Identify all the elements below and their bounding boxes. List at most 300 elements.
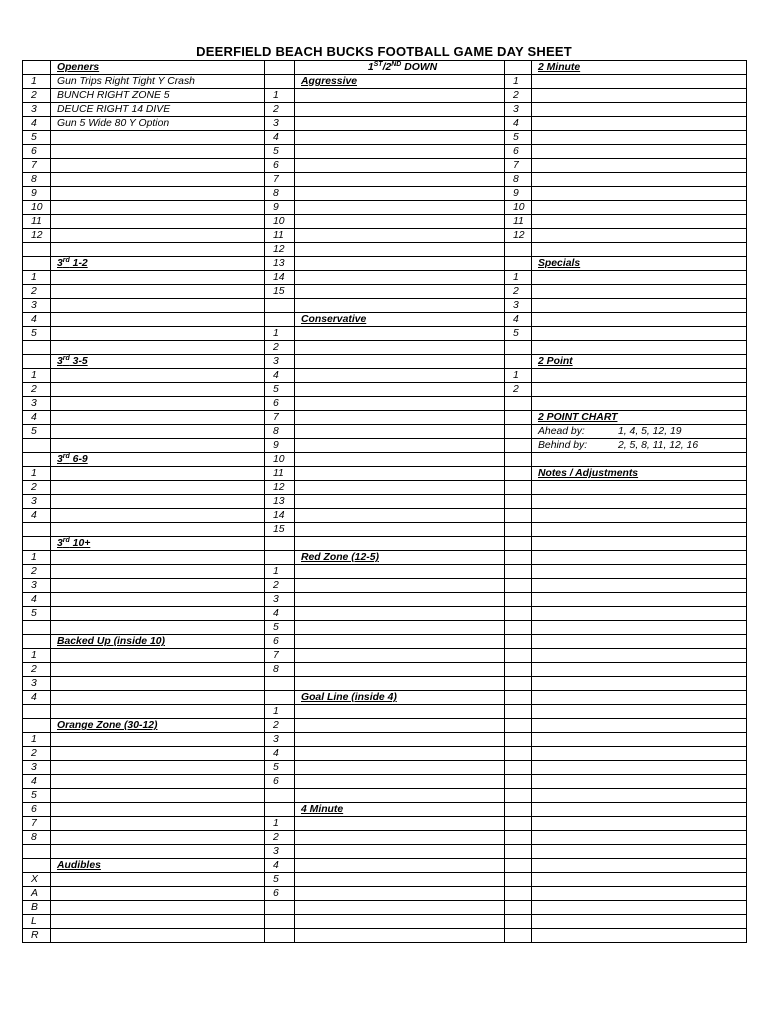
play-entry-cell[interactable] (295, 677, 505, 691)
play-entry-cell[interactable] (295, 775, 505, 789)
play-entry-cell[interactable] (532, 579, 747, 593)
play-entry-cell[interactable] (51, 229, 265, 243)
row-number-cell[interactable]: 3 (505, 299, 532, 313)
play-entry-cell[interactable] (51, 495, 265, 509)
play-entry-cell[interactable] (295, 523, 505, 537)
play-entry-cell[interactable] (295, 537, 505, 551)
row-number-cell[interactable]: 7 (505, 159, 532, 173)
row-number-cell[interactable] (265, 929, 295, 943)
play-entry-cell[interactable] (295, 761, 505, 775)
play-entry-cell[interactable] (295, 89, 505, 103)
row-number-cell[interactable]: 2 (265, 831, 295, 845)
row-number-cell[interactable] (505, 607, 532, 621)
row-number-cell[interactable]: 1 (505, 369, 532, 383)
row-number-cell[interactable]: 15 (265, 523, 295, 537)
row-number-cell[interactable] (23, 845, 51, 859)
row-number-cell[interactable] (265, 915, 295, 929)
play-entry-cell[interactable] (51, 327, 265, 341)
play-entry-cell[interactable] (51, 761, 265, 775)
row-number-cell[interactable] (505, 691, 532, 705)
row-number-cell[interactable]: 9 (505, 187, 532, 201)
row-number-cell[interactable] (505, 257, 532, 271)
row-number-cell[interactable]: 3 (23, 579, 51, 593)
play-entry-cell[interactable] (51, 201, 265, 215)
play-entry-cell[interactable] (295, 901, 505, 915)
play-entry-cell[interactable] (532, 159, 747, 173)
play-entry-cell[interactable] (532, 691, 747, 705)
play-entry-cell[interactable] (51, 187, 265, 201)
play-entry-cell[interactable] (532, 775, 747, 789)
play-entry-cell[interactable] (51, 481, 265, 495)
play-entry-cell[interactable] (532, 845, 747, 859)
row-number-cell[interactable]: 5 (23, 789, 51, 803)
play-entry-cell[interactable] (532, 789, 747, 803)
play-entry-cell[interactable] (532, 593, 747, 607)
play-entry-cell[interactable] (532, 859, 747, 873)
row-number-cell[interactable] (505, 733, 532, 747)
row-number-cell[interactable] (505, 761, 532, 775)
row-number-cell[interactable]: 1 (23, 271, 51, 285)
play-entry-cell[interactable] (295, 509, 505, 523)
play-entry-cell[interactable] (51, 285, 265, 299)
play-entry-cell[interactable] (532, 761, 747, 775)
row-number-cell[interactable]: 1 (23, 733, 51, 747)
row-number-cell[interactable]: 1 (505, 271, 532, 285)
row-number-cell[interactable] (265, 299, 295, 313)
play-entry-cell[interactable] (295, 103, 505, 117)
play-entry-cell[interactable] (532, 747, 747, 761)
row-number-cell[interactable]: 8 (265, 187, 295, 201)
row-number-cell[interactable] (23, 355, 51, 369)
section-heading-cell[interactable]: Specials (532, 257, 747, 271)
row-number-cell[interactable]: 1 (23, 75, 51, 89)
row-number-cell[interactable] (505, 495, 532, 509)
play-entry-cell[interactable] (532, 509, 747, 523)
row-number-cell[interactable]: 10 (265, 215, 295, 229)
play-entry-cell[interactable] (295, 831, 505, 845)
row-number-cell[interactable]: 5 (265, 383, 295, 397)
row-number-cell[interactable] (505, 803, 532, 817)
play-entry-cell[interactable] (295, 789, 505, 803)
play-entry-cell[interactable] (295, 159, 505, 173)
section-heading-cell[interactable]: Backed Up (inside 10) (51, 635, 265, 649)
play-entry-cell[interactable] (532, 201, 747, 215)
row-number-cell[interactable]: 3 (265, 845, 295, 859)
row-number-cell[interactable] (23, 439, 51, 453)
play-entry-cell[interactable] (295, 817, 505, 831)
play-entry-cell[interactable] (51, 397, 265, 411)
row-number-cell[interactable]: A (23, 887, 51, 901)
row-number-cell[interactable] (505, 677, 532, 691)
row-number-cell[interactable]: 2 (23, 747, 51, 761)
row-number-cell[interactable]: 3 (265, 117, 295, 131)
row-number-cell[interactable]: 12 (505, 229, 532, 243)
play-entry-cell[interactable] (51, 243, 265, 257)
row-number-cell[interactable] (505, 453, 532, 467)
row-number-cell[interactable]: 5 (505, 131, 532, 145)
row-number-cell[interactable] (505, 467, 532, 481)
row-number-cell[interactable]: 1 (23, 649, 51, 663)
row-number-cell[interactable] (505, 621, 532, 635)
play-entry-cell[interactable] (295, 929, 505, 943)
play-entry-cell[interactable] (51, 509, 265, 523)
play-entry-cell[interactable] (532, 243, 747, 257)
row-number-cell[interactable]: 5 (23, 131, 51, 145)
row-number-cell[interactable]: 13 (265, 257, 295, 271)
play-entry-cell[interactable] (295, 635, 505, 649)
row-number-cell[interactable] (505, 705, 532, 719)
row-number-cell[interactable]: 3 (265, 733, 295, 747)
play-entry-cell[interactable] (295, 719, 505, 733)
play-entry-cell[interactable] (51, 677, 265, 691)
play-entry-cell[interactable] (295, 285, 505, 299)
play-entry-cell[interactable] (532, 229, 747, 243)
row-number-cell[interactable]: 6 (265, 775, 295, 789)
row-number-cell[interactable]: 2 (23, 663, 51, 677)
row-number-cell[interactable] (505, 775, 532, 789)
play-entry-cell[interactable] (51, 131, 265, 145)
row-number-cell[interactable]: 8 (23, 831, 51, 845)
row-number-cell[interactable]: 2 (505, 285, 532, 299)
row-number-cell[interactable] (23, 719, 51, 733)
row-number-cell[interactable]: 8 (265, 663, 295, 677)
row-number-cell[interactable]: 4 (265, 607, 295, 621)
row-number-cell[interactable]: 5 (23, 607, 51, 621)
row-number-cell[interactable]: 12 (265, 243, 295, 257)
row-number-cell[interactable]: 6 (265, 635, 295, 649)
play-entry-cell[interactable] (51, 551, 265, 565)
play-entry-cell[interactable] (51, 789, 265, 803)
play-entry-cell[interactable] (295, 383, 505, 397)
row-number-cell[interactable]: 4 (265, 859, 295, 873)
row-number-cell[interactable] (505, 341, 532, 355)
row-number-cell[interactable]: 13 (265, 495, 295, 509)
row-number-cell[interactable]: 11 (23, 215, 51, 229)
play-entry-cell[interactable] (532, 831, 747, 845)
row-number-cell[interactable] (505, 901, 532, 915)
play-entry-cell[interactable] (532, 677, 747, 691)
row-number-cell[interactable]: 4 (23, 117, 51, 131)
row-number-cell[interactable] (505, 481, 532, 495)
play-entry-cell[interactable] (295, 747, 505, 761)
play-entry-cell[interactable] (51, 817, 265, 831)
row-number-cell[interactable]: 3 (23, 103, 51, 117)
row-number-cell[interactable]: 6 (23, 803, 51, 817)
play-entry-cell[interactable] (295, 215, 505, 229)
row-number-cell[interactable]: 2 (23, 89, 51, 103)
section-heading-cell[interactable]: 2 Minute (532, 61, 747, 75)
play-entry-cell[interactable] (51, 523, 265, 537)
row-number-cell[interactable]: 4 (23, 509, 51, 523)
play-entry-cell[interactable] (532, 271, 747, 285)
row-number-cell[interactable]: 1 (23, 369, 51, 383)
row-number-cell[interactable] (505, 887, 532, 901)
play-entry-cell[interactable] (295, 845, 505, 859)
row-number-cell[interactable] (505, 831, 532, 845)
row-number-cell[interactable] (505, 859, 532, 873)
row-number-cell[interactable]: 2 (23, 481, 51, 495)
row-number-cell[interactable] (265, 677, 295, 691)
play-entry-cell[interactable] (295, 565, 505, 579)
play-entry-cell[interactable] (532, 75, 747, 89)
row-number-cell[interactable]: 2 (505, 89, 532, 103)
play-entry-cell[interactable] (51, 159, 265, 173)
row-number-cell[interactable]: 6 (265, 159, 295, 173)
play-entry-cell[interactable] (295, 355, 505, 369)
row-number-cell[interactable] (23, 859, 51, 873)
row-number-cell[interactable]: 8 (505, 173, 532, 187)
row-number-cell[interactable]: X (23, 873, 51, 887)
section-heading-cell[interactable]: 3rd 6-9 (51, 453, 265, 467)
row-number-cell[interactable] (23, 341, 51, 355)
row-number-cell[interactable]: 2 (265, 103, 295, 117)
row-number-cell[interactable] (23, 243, 51, 257)
row-number-cell[interactable]: 1 (265, 89, 295, 103)
row-number-cell[interactable]: 3 (23, 495, 51, 509)
row-number-cell[interactable]: 5 (23, 425, 51, 439)
row-number-cell[interactable]: 2 (23, 383, 51, 397)
row-number-cell[interactable]: 3 (23, 761, 51, 775)
play-entry-cell[interactable] (51, 887, 265, 901)
play-entry-cell[interactable] (532, 537, 747, 551)
row-number-cell[interactable] (505, 425, 532, 439)
row-number-cell[interactable]: 10 (265, 453, 295, 467)
row-number-cell[interactable] (505, 523, 532, 537)
play-entry-cell[interactable] (51, 649, 265, 663)
play-entry-cell[interactable] (51, 313, 265, 327)
play-entry-cell[interactable] (532, 929, 747, 943)
play-entry-cell[interactable] (51, 215, 265, 229)
play-entry-cell[interactable] (532, 621, 747, 635)
play-entry-cell[interactable] (51, 901, 265, 915)
play-entry-cell[interactable] (532, 341, 747, 355)
row-number-cell[interactable] (505, 929, 532, 943)
play-entry-cell[interactable] (51, 873, 265, 887)
play-entry-cell[interactable] (532, 495, 747, 509)
row-number-cell[interactable]: 8 (23, 173, 51, 187)
row-number-cell[interactable]: 5 (23, 327, 51, 341)
play-entry-cell[interactable] (532, 103, 747, 117)
play-entry-cell[interactable] (51, 579, 265, 593)
play-entry-cell[interactable] (532, 607, 747, 621)
play-entry-cell[interactable] (51, 425, 265, 439)
row-number-cell[interactable] (505, 635, 532, 649)
row-number-cell[interactable] (505, 439, 532, 453)
row-number-cell[interactable] (265, 537, 295, 551)
row-number-cell[interactable]: 4 (23, 775, 51, 789)
row-number-cell[interactable]: 5 (265, 621, 295, 635)
play-entry-cell[interactable] (51, 145, 265, 159)
row-number-cell[interactable]: 1 (265, 705, 295, 719)
row-number-cell[interactable]: 2 (265, 579, 295, 593)
row-number-cell[interactable]: 5 (265, 145, 295, 159)
play-entry-cell[interactable] (51, 607, 265, 621)
play-entry-cell[interactable] (532, 215, 747, 229)
play-entry-cell[interactable] (532, 173, 747, 187)
play-entry-cell[interactable] (51, 299, 265, 313)
play-entry-cell[interactable] (295, 649, 505, 663)
play-entry-cell[interactable] (51, 173, 265, 187)
row-number-cell[interactable] (505, 747, 532, 761)
row-number-cell[interactable]: 1 (505, 75, 532, 89)
play-entry-cell[interactable] (532, 369, 747, 383)
row-number-cell[interactable] (23, 635, 51, 649)
row-number-cell[interactable] (505, 873, 532, 887)
play-entry-cell[interactable]: Gun Trips Right Tight Y Crash (51, 75, 265, 89)
row-number-cell[interactable]: 3 (23, 677, 51, 691)
row-number-cell[interactable]: 5 (265, 873, 295, 887)
row-number-cell[interactable]: R (23, 929, 51, 943)
row-number-cell[interactable]: 1 (265, 817, 295, 831)
play-entry-cell[interactable] (51, 747, 265, 761)
play-entry-cell[interactable] (532, 145, 747, 159)
play-entry-cell[interactable] (295, 481, 505, 495)
play-entry-cell[interactable] (51, 439, 265, 453)
row-number-cell[interactable]: 2 (23, 285, 51, 299)
play-entry-cell[interactable] (295, 187, 505, 201)
section-heading-cell[interactable]: 2 POINT CHART (532, 411, 747, 425)
row-number-cell[interactable]: 1 (265, 327, 295, 341)
play-entry-cell[interactable] (532, 915, 747, 929)
row-number-cell[interactable]: 4 (505, 117, 532, 131)
section-heading-cell[interactable]: Audibles (51, 859, 265, 873)
play-entry-cell[interactable] (295, 131, 505, 145)
row-number-cell[interactable]: 9 (265, 201, 295, 215)
row-number-cell[interactable]: 15 (265, 285, 295, 299)
row-number-cell[interactable]: 4 (505, 313, 532, 327)
section-heading-cell[interactable]: Aggressive (295, 75, 505, 89)
row-number-cell[interactable]: 10 (23, 201, 51, 215)
play-entry-cell[interactable] (295, 327, 505, 341)
play-entry-cell[interactable]: Gun 5 Wide 80 Y Option (51, 117, 265, 131)
section-heading-cell[interactable]: Red Zone (12-5) (295, 551, 505, 565)
play-entry-cell[interactable] (532, 397, 747, 411)
row-number-cell[interactable]: 4 (265, 369, 295, 383)
row-number-cell[interactable]: 1 (23, 551, 51, 565)
row-number-cell[interactable] (23, 537, 51, 551)
row-number-cell[interactable]: B (23, 901, 51, 915)
play-entry-cell[interactable] (295, 341, 505, 355)
play-entry-cell[interactable] (532, 873, 747, 887)
row-number-cell[interactable] (505, 649, 532, 663)
play-entry-cell[interactable] (295, 369, 505, 383)
row-number-cell[interactable]: 6 (23, 145, 51, 159)
row-number-cell[interactable] (505, 817, 532, 831)
row-number-cell[interactable]: 4 (23, 593, 51, 607)
row-number-cell[interactable]: 6 (265, 397, 295, 411)
row-number-cell[interactable]: 7 (265, 411, 295, 425)
play-entry-cell[interactable] (295, 733, 505, 747)
play-entry-cell[interactable] (51, 705, 265, 719)
play-entry-cell[interactable] (532, 481, 747, 495)
play-entry-cell[interactable] (295, 621, 505, 635)
play-entry-cell[interactable] (532, 803, 747, 817)
row-number-cell[interactable] (265, 75, 295, 89)
row-number-cell[interactable] (265, 789, 295, 803)
row-number-cell[interactable]: 7 (23, 817, 51, 831)
row-number-cell[interactable] (505, 537, 532, 551)
play-entry-cell[interactable] (295, 257, 505, 271)
play-entry-cell[interactable] (532, 523, 747, 537)
row-number-cell[interactable] (265, 901, 295, 915)
play-entry-cell[interactable] (532, 439, 747, 453)
row-number-cell[interactable] (23, 257, 51, 271)
row-number-cell[interactable]: 6 (265, 887, 295, 901)
play-entry-cell[interactable] (532, 705, 747, 719)
row-number-cell[interactable]: 2 (265, 719, 295, 733)
play-entry-cell[interactable] (532, 649, 747, 663)
row-number-cell[interactable]: 5 (265, 761, 295, 775)
section-heading-cell[interactable]: Openers (51, 61, 265, 75)
play-entry-cell[interactable] (51, 831, 265, 845)
play-entry-cell[interactable] (51, 663, 265, 677)
play-entry-cell[interactable] (295, 243, 505, 257)
row-number-cell[interactable] (505, 61, 532, 75)
section-heading-cell[interactable]: Goal Line (inside 4) (295, 691, 505, 705)
play-entry-cell[interactable] (295, 453, 505, 467)
play-entry-cell[interactable] (532, 453, 747, 467)
row-number-cell[interactable]: 12 (23, 229, 51, 243)
play-entry-cell[interactable] (295, 663, 505, 677)
row-number-cell[interactable]: 5 (505, 327, 532, 341)
play-entry-cell[interactable] (51, 467, 265, 481)
row-number-cell[interactable] (505, 719, 532, 733)
play-entry-cell[interactable] (532, 887, 747, 901)
row-number-cell[interactable] (505, 243, 532, 257)
play-entry-cell[interactable] (51, 593, 265, 607)
play-entry-cell[interactable] (51, 621, 265, 635)
section-heading-cell[interactable]: 3rd 1-2 (51, 257, 265, 271)
play-entry-cell[interactable] (295, 593, 505, 607)
row-number-cell[interactable] (505, 579, 532, 593)
row-number-cell[interactable] (23, 621, 51, 635)
row-number-cell[interactable]: 10 (505, 201, 532, 215)
row-number-cell[interactable]: 11 (265, 467, 295, 481)
row-number-cell[interactable]: 2 (23, 565, 51, 579)
section-heading-cell[interactable]: Orange Zone (30-12) (51, 719, 265, 733)
row-number-cell[interactable] (505, 845, 532, 859)
play-entry-cell[interactable] (295, 873, 505, 887)
play-entry-cell[interactable] (532, 733, 747, 747)
row-number-cell[interactable] (505, 355, 532, 369)
play-entry-cell[interactable] (295, 201, 505, 215)
row-number-cell[interactable] (505, 411, 532, 425)
row-number-cell[interactable]: 3 (23, 397, 51, 411)
row-number-cell[interactable]: 4 (23, 691, 51, 705)
column-heading-cell[interactable]: 1ST/2ND DOWN (295, 61, 505, 75)
play-entry-cell[interactable] (532, 299, 747, 313)
row-number-cell[interactable]: 11 (505, 215, 532, 229)
play-entry-cell[interactable] (295, 887, 505, 901)
row-number-cell[interactable]: 2 (265, 341, 295, 355)
row-number-cell[interactable]: 7 (265, 649, 295, 663)
play-entry-cell[interactable] (532, 187, 747, 201)
play-entry-cell[interactable] (295, 439, 505, 453)
play-entry-cell[interactable] (51, 775, 265, 789)
play-entry-cell[interactable] (295, 299, 505, 313)
play-entry-cell[interactable]: DEUCE RIGHT 14 DIVE (51, 103, 265, 117)
row-number-cell[interactable] (505, 397, 532, 411)
row-number-cell[interactable]: 4 (265, 131, 295, 145)
row-number-cell[interactable] (265, 803, 295, 817)
row-number-cell[interactable]: 6 (505, 145, 532, 159)
row-number-cell[interactable]: 2 (505, 383, 532, 397)
play-entry-cell[interactable] (51, 929, 265, 943)
row-number-cell[interactable]: 7 (23, 159, 51, 173)
play-entry-cell[interactable] (295, 117, 505, 131)
play-entry-cell[interactable] (295, 915, 505, 929)
play-entry-cell[interactable] (295, 411, 505, 425)
